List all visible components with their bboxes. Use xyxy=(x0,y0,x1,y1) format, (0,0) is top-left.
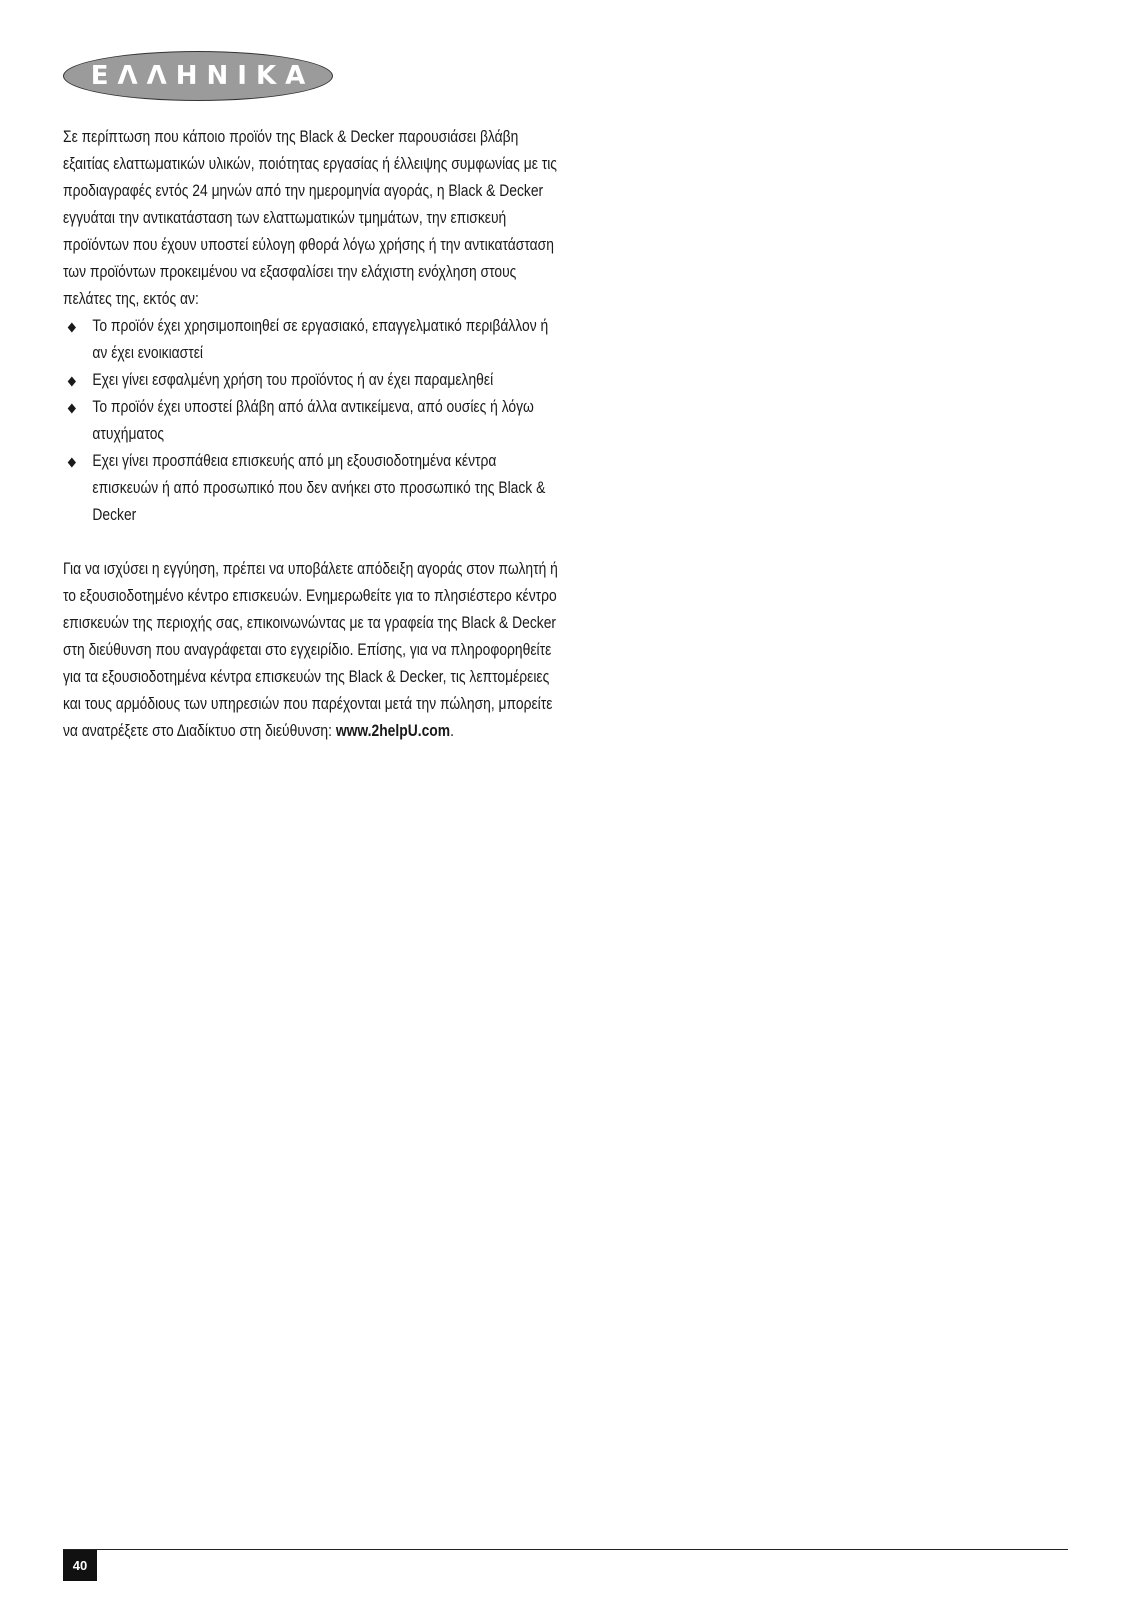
warranty-claim-paragraph xyxy=(63,556,563,745)
diamond-bullet-icon xyxy=(68,377,76,387)
language-badge xyxy=(63,51,333,101)
list-item xyxy=(63,394,563,448)
diamond-bullet-icon xyxy=(68,404,76,414)
language-label: ΕΛΛΗΝΙΚΑ xyxy=(90,61,315,91)
exclusion-text: Εχει γίνει εσφαλμένη χρήση του προϊόντος ή αν έχει παραμεληθεί xyxy=(92,371,494,389)
exclusion-text: Το προϊόν έχει υποστεί βλάβη από άλλα αντικείμενα, από ουσίες ή λόγω ατυχήματος xyxy=(92,398,534,443)
diamond-bullet-icon xyxy=(68,323,76,333)
claim-text: Για να ισχύσει η εγγύηση, πρέπει να υποβάλετε απόδειξη αγοράς στον πωλητή ή το εξουσιοδοτημένο κέντρο επισκευών. Ενημερωθείτε για το πλησιέστερο κέντρο επισκευών της περιοχής σας, επικοινωνώντας με τα γραφεία της Black & Decker στη διεύθυνση που αναγράφεται στο εγχειρίδιο. Επίσης, για να πληροφορηθείτε για τα εξουσιοδοτημένα κέντρα επισκευών της Black & Decker, τις λεπτομέρειες και τους αρμόδιους των υπηρεσιών που παρέχονται μετά την πώληση, μπορείτε να ανατρέξετε στο Διαδίκτυο στη διεύθυνση: xyxy=(63,560,558,740)
support-website-link[interactable]: www.2helpU.com xyxy=(335,722,451,740)
exclusions-list xyxy=(63,313,563,529)
footer-divider xyxy=(63,1549,1068,1550)
warranty-intro: Σε περίπτωση που κάποιο προϊόν της Black & Decker παρουσιάσει βλάβη εξαιτίας ελαττωματικών υλικών, ποιότητας εργασίας ή έλλειψης συμφωνίας με τις προδιαγραφές εντός 24 μηνών από την ημερομηνία αγοράς, η Black & Decker εγγυάται την αντικατάσταση των ελαττωματικών τμημάτων, την επισκευή προϊόντων που έχουν υποστεί εύλογη φθορά λόγω χρήσης ή την αντικατάσταση των προϊόντων προκειμένου να εξασφαλίσει την ελάχιστη ενόχληση στους πελάτες της, εκτός αν: xyxy=(63,128,557,308)
list-item xyxy=(63,367,563,394)
exclusion-text: Το προϊόν έχει χρησιμοποιηθεί σε εργασιακό, επαγγελματικό περιβάλλον ή αν έχει ενοικιαστεί xyxy=(92,317,549,362)
url-suffix: . xyxy=(450,722,454,740)
list-item xyxy=(63,448,563,529)
list-item xyxy=(63,313,563,367)
diamond-bullet-icon xyxy=(68,458,76,468)
warranty-section xyxy=(63,124,563,745)
page-number: 40 xyxy=(63,1550,97,1581)
exclusion-text: Εχει γίνει προσπάθεια επισκευής από μη εξουσιοδοτημένα κέντρα επισκευών ή από προσωπικό που δεν ανήκει στο προσωπικό της Black & Decker xyxy=(92,452,546,524)
